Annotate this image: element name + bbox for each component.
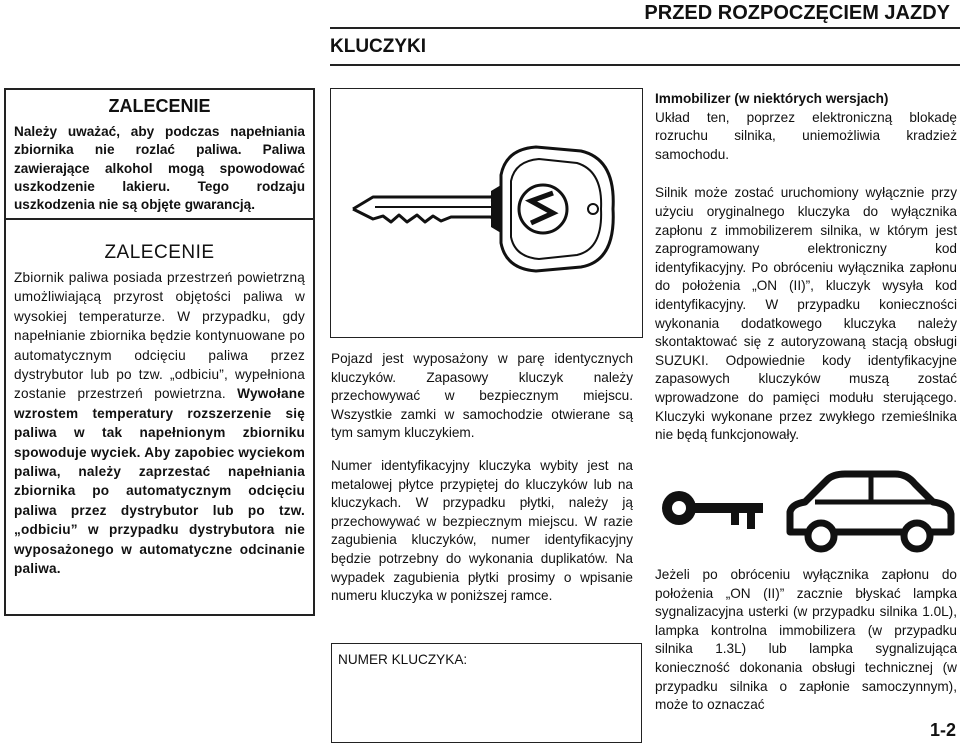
immobilizer-heading: Immobilizer (w niektórych wersjach) [655, 91, 889, 106]
key-illustration-frame [330, 88, 643, 338]
page-number: 1-2 [929, 720, 956, 740]
warning-box-outer [4, 88, 315, 616]
right-text-top [655, 90, 957, 459]
caution-note-1 [6, 90, 313, 214]
caution-heading-1: ZALECENIE [108, 96, 211, 116]
immobilizer-intro: Układ ten, poprzez elektroniczną blokadę rozruchu silnika, uniemożliwia kradzież samochodu. [655, 109, 957, 162]
immobilizer-body: Silnik może zostać uruchomiony wyłącznie przy użyciu oryginalnego kluczyka do wyłącznika zapłonu z immobilizerem silnika, w którym jest zaprogramowany elektroniczny kod identyfikacyjny. Po obróceniu wyłącznika zapłonu do położenia „ON (II)”, kluczyk wysyła kod identyfikacyjny. W przypadku konieczności wykonania dodatkowego kluczyka należy skontaktować się z autoryzowaną stacją obsługi SUZUKI. Odpowiednie kody identyfikacyjne zapasowych kluczyków muszą zostać wprowadzone do pamięci modułu sterującego. Kluczyki wykonane przez zwykłego rzemieślnika nie będą funkcjonowały. [655, 185, 957, 443]
warning-lamp-illustration [655, 458, 957, 558]
caution-note-2 [14, 242, 305, 579]
header-rule [330, 27, 960, 29]
lamp-paragraph: Jeżeli po obróceniu wyłącznika zapłonu do położenia „ON (II)” zacznie błyskać lampka sygnalizacyjna usterki (w przypadku silnika 1.0L), lampka kontrolna immobilizera (w przypadku silnika 1.3L) lub lampka sygnalizująca konieczność dokonania obsługi technicznej (w przypadku silnika o zapłonie samoczynnym), może to oznaczać [655, 567, 957, 713]
caution-text-2-normal: Zbiornik paliwa posiada przestrzeń powietrzną umożliwiającą przyrost objętości paliwa w wysokiej temperaturze. W przypadku, gdy napełnianie zbiornika będzie kontynuowane po automatycznym odcięciu paliwa przez dystrybutor lub po tzw. „odbiciu”, wypełniona zostanie przestrzeń powietrzna. [14, 270, 305, 402]
chapter-rule [330, 64, 960, 66]
right-text-bottom [655, 566, 957, 729]
caution-text-2-bold: Wywołane wzrostem temperatury rozszerzenie się paliwa w tak napełnionym zbiorniku spowoduje wyciek. Aby zapobiec wyciekom paliwa, należy zaprzestać napełniania zbiornika po automatycznym odcięciu paliwa przez dystrybutor lub po tzw. „odbiciu” w przypadku dystrybutora nie wyposażonego w automatyczne odcinanie paliwa. [14, 386, 305, 577]
caution-heading-2: ZALECENIE [104, 242, 215, 263]
key-number-paragraph: Numer identyfikacyjny kluczyka wybity jest na metalowej płytce przypiętej do kluczyków lub na kluczykach. W przypadku płytki, należy ją przechowywać w bezpiecznym miejscu. W razie zagubienia kluczyków, numer identyfikacyjny będzie potrzebny do wykonania duplikatów. Na wypadek zagubienia płytki prosimy o wpisanie numeru kluczyka w poniższej ramce. [331, 457, 633, 604]
chapter-title: KLUCZYKI [330, 36, 427, 57]
key-icon [331, 89, 641, 336]
key-number-label: NUMER KLUCZYKA: [338, 652, 468, 667]
caution-text-2 [14, 268, 305, 579]
key-pair-paragraph: Pojazd jest wyposażony w parę identycznych kluczyków. Zapasowy kluczyk należy przechowywać w bezpiecznym miejscu. Wszystkie zamki w samochodzie otwierane są tym samym kluczykiem. [331, 351, 633, 441]
section-title: PRZED ROZPOCZĘCIEM JAZDY [644, 2, 950, 24]
key-number-box [331, 643, 642, 743]
immobilizer-lamp-icon [655, 458, 957, 558]
box-divider [6, 218, 313, 220]
caution-text-1: Należy uważać, aby podczas napełniania zbiornika nie rozlać paliwa. Paliwa zawierające alkohol mogą spowodować uszkodzenie lakieru. Tego rodzaju uszkodzenia nie są objęte gwarancją. [14, 124, 305, 213]
middle-text [331, 350, 633, 620]
